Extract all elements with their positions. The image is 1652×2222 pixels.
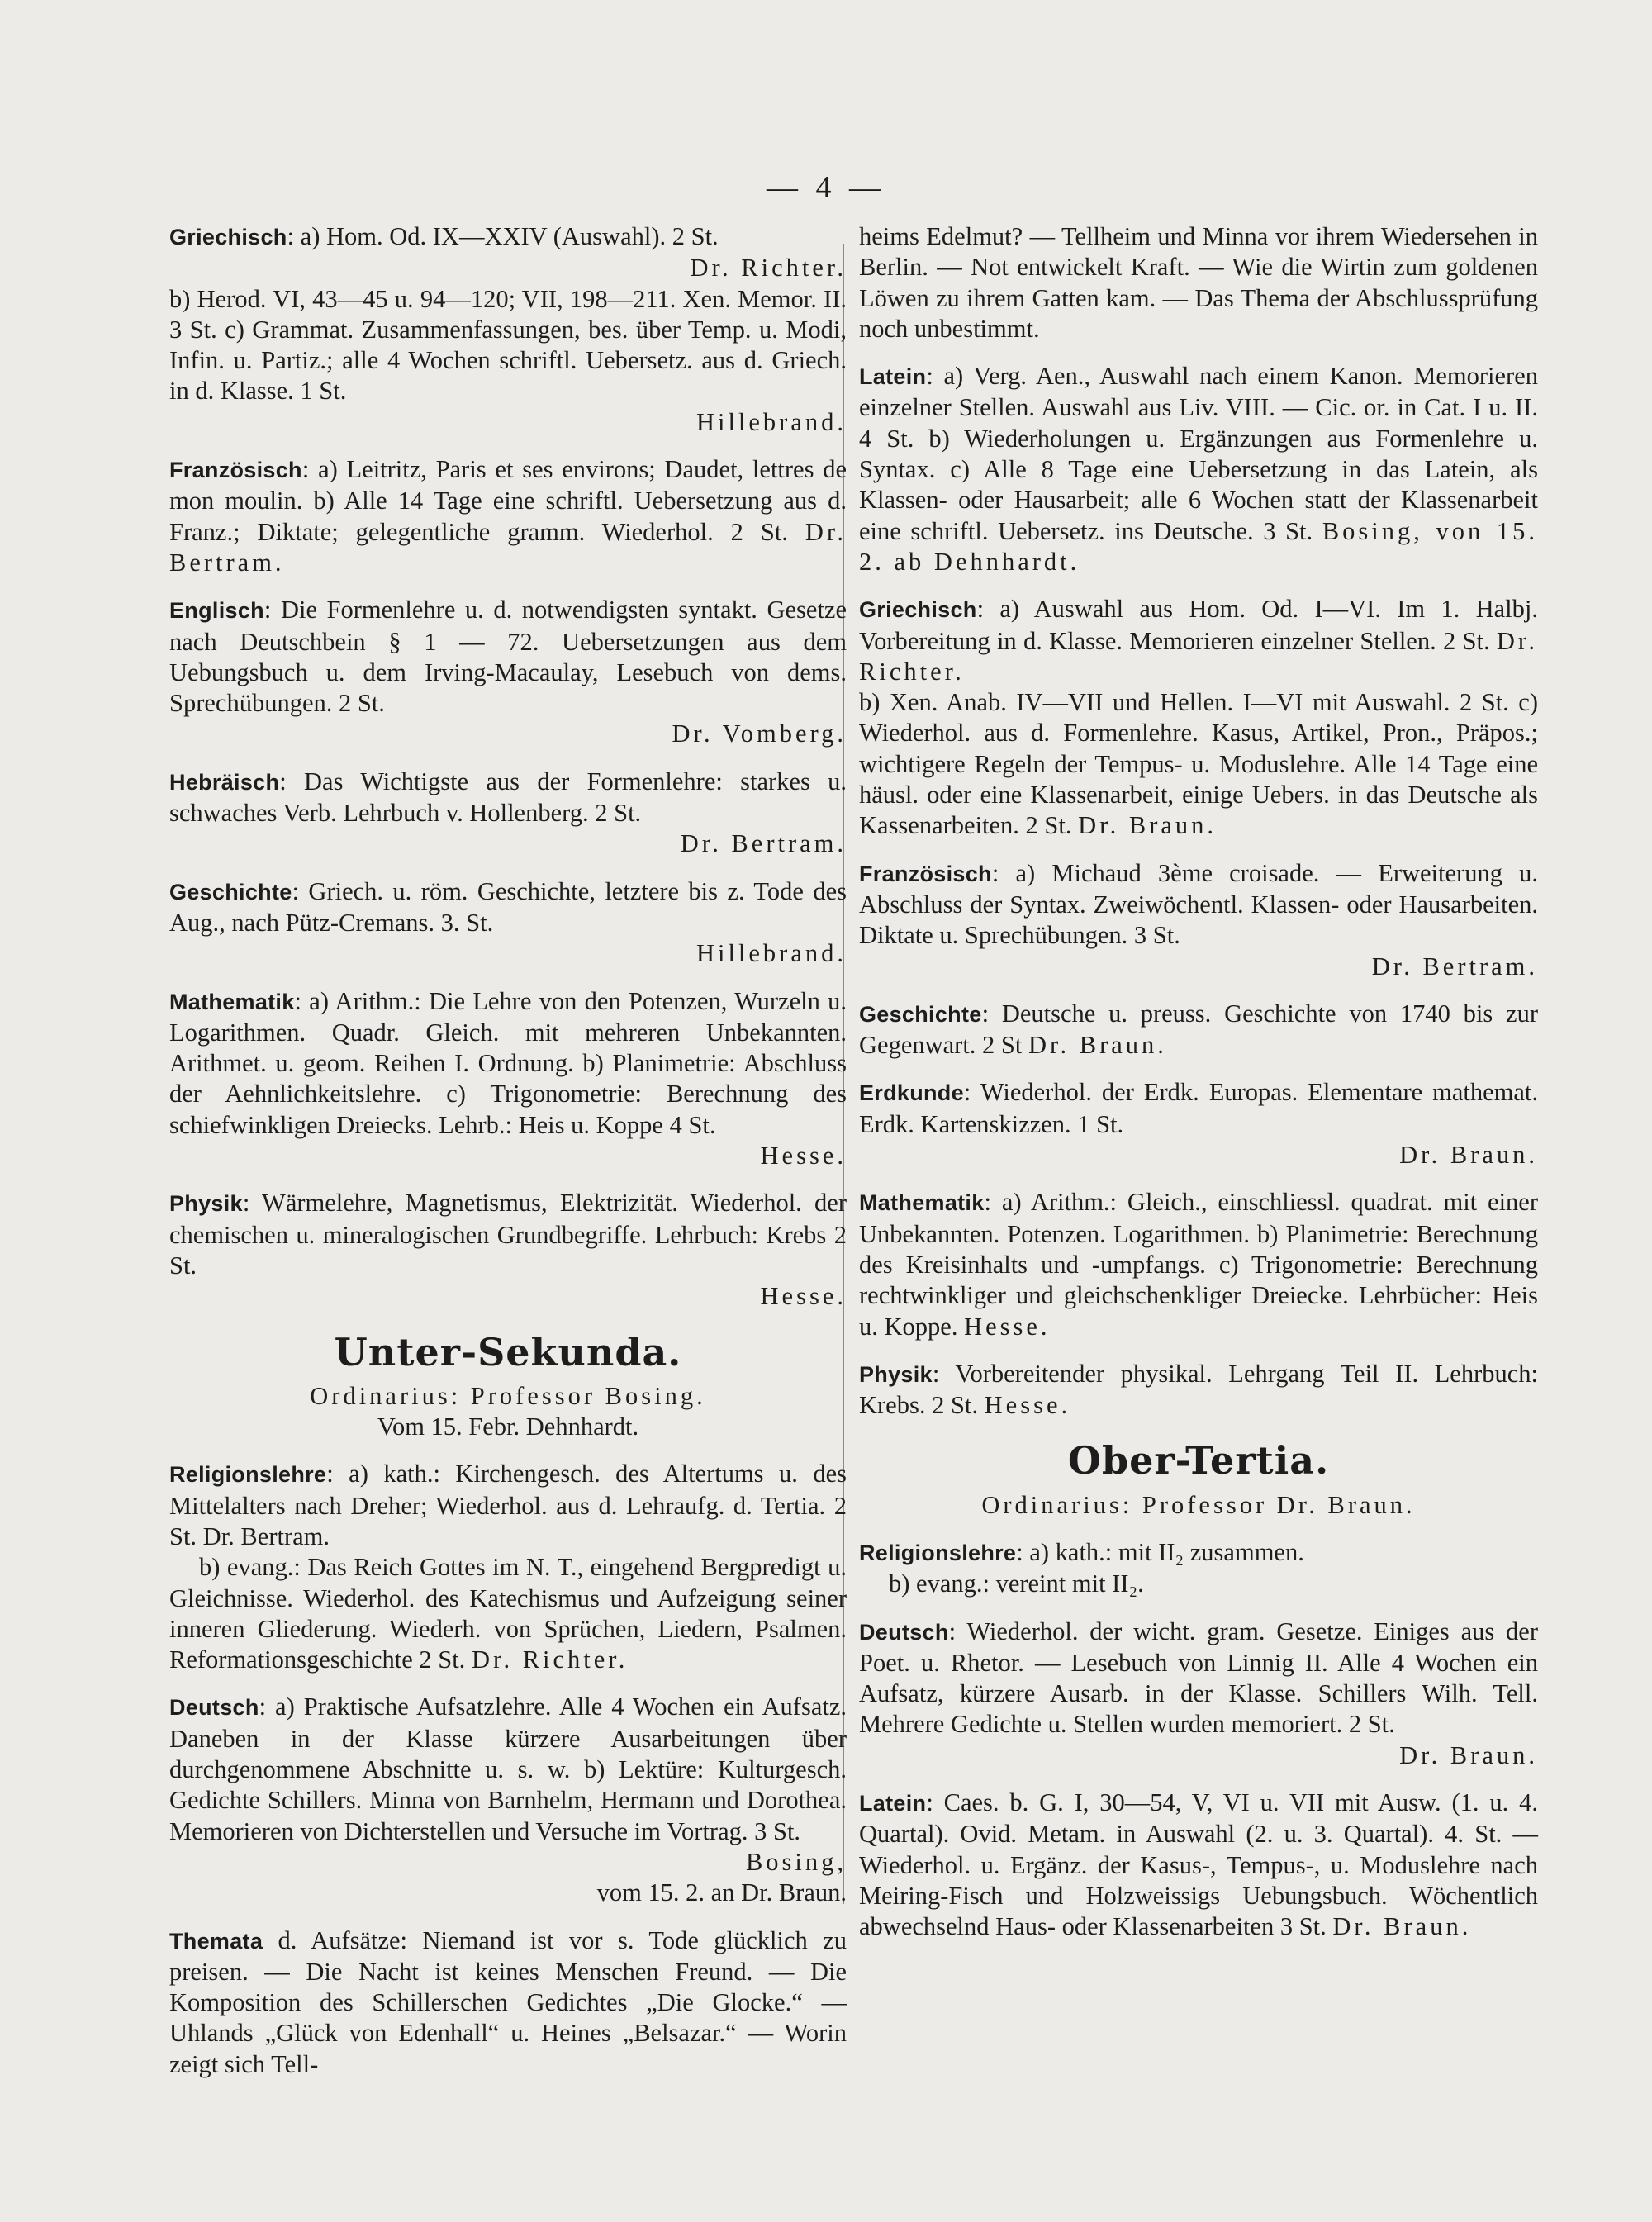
section-heading: Geschichte [859, 1001, 982, 1027]
section-text: b) evang.: vereint mit II₂. [889, 1569, 1144, 1598]
section-deutsch-r [859, 1617, 1538, 1771]
teacher-name: Hillebrand. [695, 407, 847, 436]
teacher-name: Dr. Braun. [1399, 1740, 1538, 1769]
section-heading: Religionslehre [169, 1462, 327, 1488]
section-heading: Themata [169, 1928, 263, 1954]
section-latein [859, 361, 1538, 577]
section-themata [169, 1925, 847, 2080]
section-text: : Wiederhol. der wicht. gram. Gesetze. Einiges aus der Poet. u. Rhetor. — Lesebuch von Linnig II. Alle 4 Wochen ein Aufsatz, kürzere Ausarb. in der Klasse. Schillers Wilh. Tell. Mehrere Gedichte u. Stellen wurden memoriert. 2 St. [859, 1617, 1538, 1739]
section-text: b) Herod. VI, 43—45 u. 94—120; VII, 198—211. Xen. Memor. II. 3 St. c) Grammat. Zusammenfassungen, bes. über Temp. u. Modi, Infin. u. Partiz.; alle 4 Wochen schriftl. Uebersetz. aus d. Griech. in d. Klasse. 1 St. [169, 284, 847, 406]
teacher-name: Hesse. [984, 1391, 1071, 1420]
section-heading: Französisch [859, 861, 992, 886]
section-heading: Mathematik [859, 1190, 985, 1216]
teacher-name: Hesse. [760, 1142, 847, 1170]
class-ordinarius [169, 1381, 847, 1443]
section-heading: Deutsch [169, 1695, 259, 1721]
teacher-name: Bosing, von 15. 2. ab Dehnhardt. [859, 516, 1539, 576]
section-themata-cont [859, 221, 1538, 344]
section-religionslehre [169, 1459, 847, 1675]
teacher-name: Dr. Braun. [1028, 1031, 1167, 1060]
section-franzoesisch-r [859, 858, 1538, 982]
section-text: : a) kath.: Kirchengesch. des Altertums u. des Mittelalters nach Dreher; Wiederhol. aus d. Lehraufg. d. Tertia. 2 St. Dr. Bertram. [169, 1460, 847, 1550]
section-text: : a) Arithm.: Gleich., einschliessl. quadrat. mit einer Unbekannten. Potenzen. Logarithmen. b) Planimetrie: Berechnung des Kreisinhalts und -umpfangs. c) Trigonometrie: Berechnung rechtwinkliger und gleichschenkliger Dreiecke. Lehrbücher: Heis u. Koppe. [859, 1188, 1538, 1341]
section-hebraeisch [169, 767, 847, 860]
teacher-name: Hesse. [760, 1282, 847, 1311]
teacher-name: Dr. Braun. [1399, 1141, 1538, 1170]
ordinarius-line: Ordinarius: Professor Bosing. [310, 1381, 706, 1410]
teacher-name: Hillebrand. [695, 939, 847, 968]
section-text: heims Edelmut? — Tellheim und Minna vor ihrem Wiedersehen in Berlin. — Not entwickelt Kraft. — Wie die Wirtin zum goldenen Löwen zu ihrem Gatten kam. — Das Thema der Abschlussprüfung noch unbestimmt. [859, 222, 1538, 343]
section-heading: Latein [859, 364, 927, 390]
section-englisch [169, 595, 847, 749]
section-text: b) evang.: Das Reich Gottes im N. T., eingehend Bergpredigt u. Gleichnisse. Wiederhol. des Katechismus und Aufzeigung seiner inneren Gliederung. Wiederh. von Sprüchen, Liedern, Psalmen. Reformationsgeschichte 2 St. [169, 1553, 847, 1674]
teacher-name: Dr. Braun. [1078, 811, 1218, 840]
section-heading: Griechisch [169, 225, 287, 249]
section-mathematik-r [859, 1187, 1538, 1341]
left-column [169, 221, 847, 2096]
section-heading: Geschichte [169, 879, 292, 904]
teacher-name: Dr. Richter. [690, 254, 847, 282]
section-heading: Französisch [169, 458, 302, 483]
teacher-name: Dr. Bertram. [1371, 952, 1538, 980]
section-deutsch [169, 1692, 847, 1908]
section-heading: Physik [859, 1361, 933, 1387]
class-ordinarius [859, 1490, 1538, 1521]
section-text: : Griech. u. röm. Geschichte, letztere bis z. Tode des Aug., nach Pütz-Cremans. 3. St. [169, 876, 847, 937]
section-griechisch-r [859, 594, 1538, 841]
section-text: : a) Arithm.: Die Lehre von den Potenzen, Wurzeln u. Logarithmen. Quadr. Gleich. mit mehreren Unbekannten. Arithmet. u. geom. Reihen I. Ordnung. b) Planimetrie: Abschluss der Aehnlichkeitslehre. c) Trigonometrie: Berechnung des schiefwinkligen Dreiecks. Lehrb.: Heis u. Koppe 4 St. [169, 986, 847, 1139]
section-text: : Die Formenlehre u. d. notwendigsten syntakt. Gesetze nach Deutschbein § 1 — 72. Uebersetzungen aus dem Uebungsbuch u. dem Irving-Macaulay, Lesebuch von dems. Sprechübungen. 2 St. [169, 596, 847, 718]
right-column [859, 221, 1538, 1959]
class-title: Unter-Sekunda. [334, 1329, 682, 1375]
section-geschichte [169, 876, 847, 970]
section-text: : a) kath.: mit II₂ zusammen. [1016, 1537, 1304, 1566]
section-erdkunde [859, 1077, 1538, 1170]
section-text: : Wiederhol. der Erdk. Europas. Elementare mathemat. Erdk. Kartenskizzen. 1 St. [859, 1078, 1538, 1138]
section-heading: Physik [169, 1191, 243, 1217]
section-heading: Hebräisch [169, 769, 280, 795]
section-franzoesisch [169, 454, 847, 578]
section-heading: Mathematik [169, 989, 295, 1014]
class-title: Ober-Tertia. [1067, 1438, 1330, 1484]
teacher-name: Dr. Richter. [859, 626, 1538, 686]
section-heading: Latein [859, 1791, 927, 1816]
section-griechisch [169, 221, 847, 438]
ordinarius-line: Ordinarius: Professor Dr. Braun. [981, 1490, 1416, 1519]
section-geschichte-r [859, 999, 1538, 1061]
teacher-name: Hesse. [964, 1312, 1051, 1341]
section-text: d. Aufsätze: Niemand ist vor s. Tode glücklich zu preisen. — Die Nacht ist keines Menschen Freund. — Die Komposition des Schillerschen Gedichtes „Die Glocke.“ — Uhlands „Glück von Edenhall“ u. Heines „Belsazar.“ — Worin zeigt sich Tell- [169, 1925, 847, 2078]
section-text: : a) Michaud 3ème croisade. — Erweiterung u. Abschluss der Syntax. Zweiwöchentl. Klassen- oder Hausarbeiten. Diktate u. Sprechübungen. 3 St. [859, 858, 1538, 950]
section-text: : a) Leitritz, Paris et ses environs; Daudet, lettres de mon moulin. b) Alle 14 Tage eine schriftl. Uebersetzung aus d. Franz.; Diktate; gelegentliche gramm. Wiederhol. 2 St. [169, 455, 847, 546]
section-text: : Vorbereitender physikal. Lehrgang Teil II. Lehrbuch: Krebs. 2 St. [859, 1359, 1538, 1420]
section-heading: Religionslehre [859, 1540, 1017, 1565]
section-heading: Deutsch [859, 1619, 949, 1645]
section-physik-r [859, 1359, 1538, 1422]
teacher-name: Dr. Bertram. [680, 829, 847, 858]
section-text: : a) Hom. Od. IX—XXIV (Auswahl). 2 St. [287, 222, 719, 250]
section-mathematik [169, 986, 847, 1172]
section-physik [169, 1188, 847, 1312]
section-heading: Englisch [169, 598, 264, 624]
teacher-note: vom 15. 2. an Dr. Braun. [596, 1878, 847, 1907]
section-text: : Wärmelehre, Magnetismus, Elektrizität. Wiederhol. der chemischen u. mineralogischen Grundbegriffe. Lehrbuch: Krebs 2 St. [169, 1189, 847, 1280]
teacher-name: Dr. Braun. [1332, 1912, 1472, 1941]
section-text: : a) Auswahl aus Hom. Od. I—VI. Im 1. Halbj. Vorbereitung in d. Klasse. Memorieren einzelner Stellen. 2 St. [859, 595, 1538, 655]
section-heading: Erdkunde [859, 1080, 964, 1106]
page-number: — 4 — [767, 170, 885, 205]
section-text: : Deutsche u. preuss. Geschichte von 1740 bis zur Gegenwart. 2 St [859, 999, 1538, 1060]
section-text: : a) Praktische Aufsatzlehre. Alle 4 Wochen ein Aufsatz. Daneben in der Klasse kürzere Ausarbeitungen über durchgenommene Abschnitte u. s. w. b) Lektüre: Kulturgesch. Gedichte Schillers. Minna von Barnhelm, Hermann und Dorothea. Memorieren von Dichterstellen und Versuche im Vortrag. 3 St. [169, 1693, 847, 1845]
section-heading: Griechisch [859, 597, 977, 623]
teacher-name: Dr. Vomberg. [672, 719, 847, 748]
teacher-name: Dr. Richter. [471, 1645, 629, 1674]
section-latein-r2 [859, 1788, 1538, 1942]
section-text: : a) Verg. Aen., Auswahl nach einem Kanon. Memorieren einzelner Stellen. Auswahl aus Liv. VIII. — Cic. or. in Cat. I u. II. 4 St. b) Wiederholungen u. Ergänzungen aus Formenlehre u. Syntax. c) Alle 8 Tage eine Uebersetzung in das Latein, als Klassen- oder Hausarbeit; alle 6 Wochen statt der Klassenarbeit eine schriftl. Uebersetz. ins Deutsche. 3 St. [859, 362, 1538, 545]
section-religionslehre-r [859, 1537, 1538, 1600]
teacher-name: Dr. Bertram. [169, 517, 847, 577]
section-text: b) Xen. Anab. IV—VII und Hellen. I—VI mit Auswahl. 2 St. c) Wiederhol. aus d. Formenlehre. Kasus, Artikel, Pron., Präpos.; wichtigere Regeln der Tempus- u. Moduslehre. Alle 14 Tage eine häusl. oder eine Klassenarbeit, einige Uebers. in das Deutsche als Kassenarbeiten. 2 St. [859, 688, 1538, 840]
section-text: : Das Wichtigste aus der Formenlehre: starkes u. schwaches Verb. Lehrbuch v. Hollenberg. 2 St. [169, 767, 847, 828]
vom-line: Vom 15. Febr. Dehnhardt. [377, 1412, 639, 1441]
section-text: : Caes. b. G. I, 30—54, V, VI u. VII mit Ausw. (1. u. 4. Quartal). Ovid. Metam. in Auswahl (2. u. 3. Quartal). 4. St. — Wiederhol. u. Ergänz. der Kasus-, Tempus-, u. Moduslehre nach Meiring-Fisch und Holzweissigs Uebungsbuch. Wöchentlich abwechselnd Haus- oder Klassenarbeiten 3 St. [859, 1788, 1538, 1941]
teacher-name: Bosing, [745, 1847, 847, 1876]
